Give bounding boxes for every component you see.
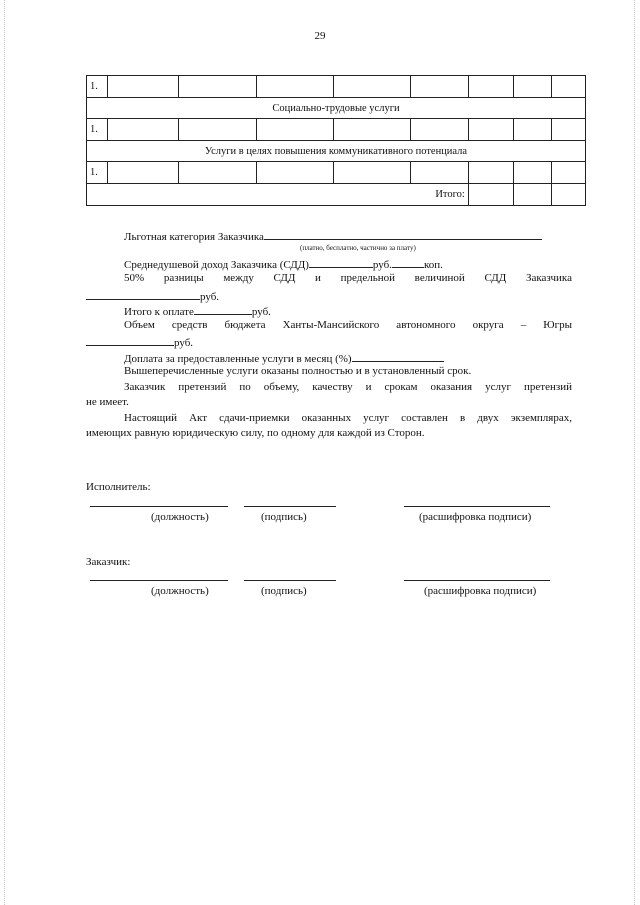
income-rub-blank [309,256,373,268]
row-number: 1. [87,76,108,98]
row-number: 1. [87,162,108,184]
table-section-row [87,141,586,162]
claims-text: Заказчик претензий по объему, качеству и срокам оказания услуг претензий [124,381,572,393]
performed-text: Вышеперечисленные услуги оказаны полностью и в установленный срок. [124,365,472,377]
table-row [87,162,586,184]
total-label: Итого: [87,184,469,206]
income-rub: руб. [372,259,392,271]
customer-position-caption: (должность) [151,585,209,597]
page-number: 29 [314,30,326,42]
difference-blank [86,288,200,300]
difference-line: 50% разницы между СДД и предельной величиной СДД Заказчика [124,272,572,284]
table-row [87,119,586,141]
executor-signature-caption: (подпись) [261,511,307,523]
executor-decoding-line [404,506,550,507]
total-pay-label: Итого к оплате [124,306,194,318]
category-line [124,228,542,243]
budget-line: Объем средств бюджета Ханты-Мансийского автономного округа – Югры [124,319,572,331]
customer-decoding-line [404,580,550,581]
category-note: (платно, бесплатно, частично за плату) [300,244,416,252]
row-number: 1. [87,119,108,141]
customer-signature-line [244,580,336,581]
customer-label: Заказчик: [86,556,131,568]
total-line: Итого к оплате руб. [124,303,271,318]
category-label: Льготная категория Заказчика [124,231,264,243]
right-page-edge [634,0,636,905]
surcharge-line [124,350,444,365]
income-kop: коп. [423,259,443,271]
table-row [87,76,586,98]
category-blank [264,228,542,240]
customer-position-line [90,580,228,581]
budget-line-2: руб. [86,334,193,349]
table-section-row [87,98,586,119]
total-blank [194,303,252,315]
budget-blank [86,334,174,346]
left-page-edge [4,0,6,905]
customer-decoding-caption: (расшифровка подписи) [424,585,537,597]
surcharge-label: Доплата за предоставленные услуги в месяц (%) [124,353,352,365]
copies-text-2: имеющих равную юридическую силу, по одному для каждой из Сторон. [86,427,425,439]
executor-label: Исполнитель: [86,481,151,493]
section-communication: Услуги в целях повышения коммуникативного потенциала [87,141,586,162]
executor-decoding-caption: (расшифровка подписи) [419,511,532,523]
executor-position-caption: (должность) [151,511,209,523]
income-label: Среднедушевой доход Заказчика (СДД) [124,259,309,271]
income-line [124,256,443,271]
table-total-row [87,184,586,206]
customer-signature-caption: (подпись) [261,585,307,597]
difference-line-2: руб. [86,288,219,303]
executor-position-line [90,506,228,507]
services-table [86,75,586,206]
section-social-labor: Социально-трудовые услуги [87,98,586,119]
income-kop-blank [392,256,424,268]
claims-text-2: не имеет. [86,396,129,408]
executor-signature-line [244,506,336,507]
copies-text: Настоящий Акт сдачи-приемки оказанных услуг составлен в двух экземплярах, [124,412,572,424]
surcharge-blank [352,350,444,362]
